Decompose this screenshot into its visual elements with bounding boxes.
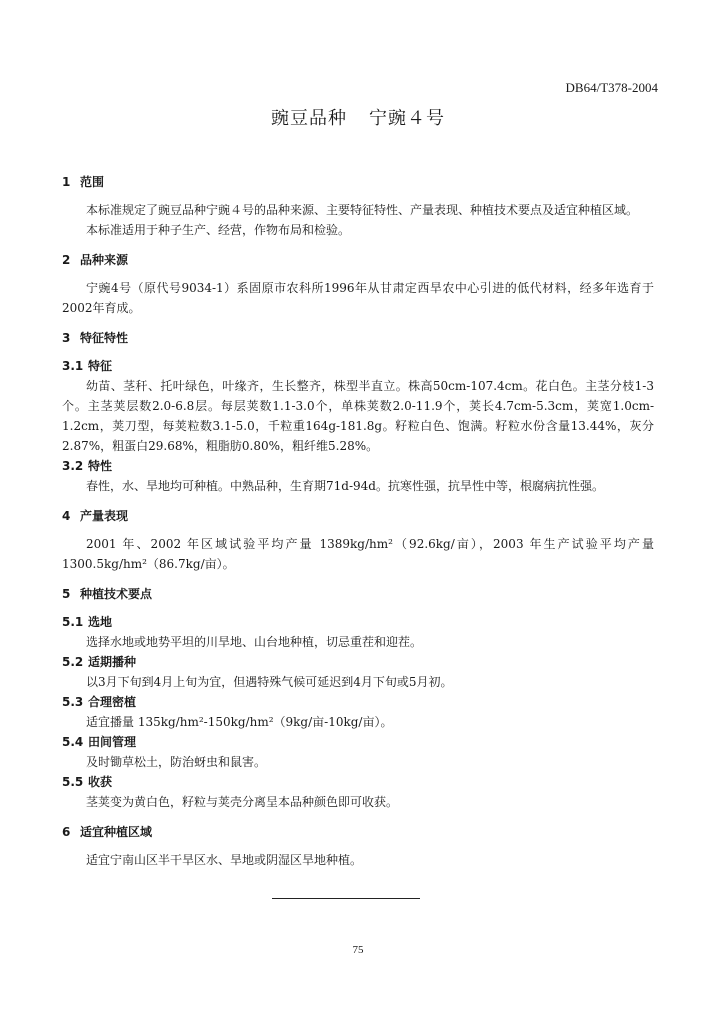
- subsection-title: 田间管理: [88, 735, 137, 749]
- subsection-title: 选地: [88, 615, 113, 629]
- subsection-heading-3-1: [62, 356, 654, 376]
- subsection-number: 5.2: [62, 655, 84, 669]
- subsection-heading-3-2: [62, 456, 654, 476]
- subsection-number: 5.4: [62, 735, 84, 749]
- section-number: 6: [62, 825, 71, 839]
- section-heading-4: [62, 506, 654, 526]
- paragraph: 适宜播量 135kg/hm²-150kg/hm²（9kg/亩-10kg/亩）。: [86, 715, 393, 729]
- paragraph: 选择水地或地势平坦的川旱地、山台地种植，切忌重茬和迎茬。: [86, 635, 423, 649]
- subsection-heading-5-5: [62, 772, 654, 792]
- subsection-heading-5-4: [62, 732, 654, 752]
- paragraph: 以3月下旬到4月上旬为宜，但遇特殊气候可延迟到4月下旬或5月初。: [86, 675, 453, 689]
- paragraph: 及时锄草松土，防治蚜虫和鼠害。: [86, 755, 267, 769]
- section-title: 特征特性: [80, 331, 129, 345]
- section-heading-5: [62, 584, 654, 604]
- paragraph: 适宜宁南山区半干旱区水、旱地或阴湿区旱地种植。: [86, 853, 363, 867]
- subsection-title: 特性: [88, 459, 113, 473]
- section-heading-6: [62, 822, 654, 842]
- subsection-title: 特征: [88, 359, 113, 373]
- subsection-number: 5.3: [62, 695, 84, 709]
- paragraph: 2001 年、2002 年区域试验平均产量 1389kg/hm²（92.6kg/亩），2003 年生产试验平均产量1300.5kg/hm²（86.7kg/亩）。: [62, 537, 654, 571]
- section-title: 范围: [80, 175, 105, 189]
- section-number: 1: [62, 175, 71, 189]
- standard-code: DB64/T378-2004: [565, 80, 658, 95]
- document-title: [0, 104, 716, 130]
- title-part-1: 豌豆品种: [271, 108, 347, 129]
- subsection-number: 3.2: [62, 459, 84, 473]
- paragraph: 宁豌4号（原代号9034-1）系固原市农科所1996年从甘肃定西旱农中心引进的低代材料，经多年选育于2002年育成。: [62, 281, 654, 315]
- section-title: 产量表现: [80, 509, 129, 523]
- paragraph: 幼苗、茎秆、托叶绿色，叶缘齐，生长整齐，株型半直立。株高50cm-107.4cm。花白色。主茎分枝1-3个。主茎荚层数2.0-6.8层。每层荚数1.1-3.0个，单株荚数2.0-11.9个，荚长4.7cm-5.3cm，荚宽1.0cm-1.2cm，荚刀型，每荚粒数3.1-5.0，千粒重164g-181.8g。籽粒白色、饱满。籽粒水份含量13.44%，灰分2.87%，粗蛋白29.68%，粗脂肪0.80%，粗纤维5.28%。: [62, 379, 654, 453]
- section-number: 3: [62, 331, 71, 345]
- end-rule: [272, 898, 420, 899]
- title-part-2: 宁豌４号: [369, 108, 445, 129]
- paragraph: 茎荚变为黄白色，籽粒与荚壳分离呈本品种颜色即可收获。: [86, 795, 399, 809]
- subsection-number: 3.1: [62, 359, 84, 373]
- subsection-title: 合理密植: [88, 695, 137, 709]
- document-body: [62, 172, 654, 870]
- section-heading-1: [62, 172, 654, 192]
- paragraph: 本标准规定了豌豆品种宁豌４号的品种来源、主要特征特性、产量表现、种植技术要点及适宜种植区域。: [86, 203, 639, 217]
- section-title: 品种来源: [80, 253, 129, 267]
- subsection-number: 5.1: [62, 615, 84, 629]
- subsection-title: 适期播种: [88, 655, 137, 669]
- paragraph: 春性，水、旱地均可种植。中熟品种，生育期71d-94d。抗寒性强，抗旱性中等，根腐病抗性强。: [86, 479, 604, 493]
- subsection-number: 5.5: [62, 775, 84, 789]
- section-heading-2: [62, 250, 654, 270]
- section-title: 种植技术要点: [80, 587, 153, 601]
- subsection-heading-5-2: [62, 652, 654, 672]
- section-number: 4: [62, 509, 71, 523]
- section-number: 5: [62, 587, 71, 601]
- page-number: 75: [352, 944, 364, 956]
- section-heading-3: [62, 328, 654, 348]
- subsection-heading-5-3: [62, 692, 654, 712]
- section-title: 适宜种植区域: [80, 825, 153, 839]
- section-number: 2: [62, 253, 71, 267]
- subsection-title: 收获: [88, 775, 113, 789]
- subsection-heading-5-1: [62, 612, 654, 632]
- paragraph: 本标准适用于种子生产、经营，作物布局和检验。: [86, 223, 351, 237]
